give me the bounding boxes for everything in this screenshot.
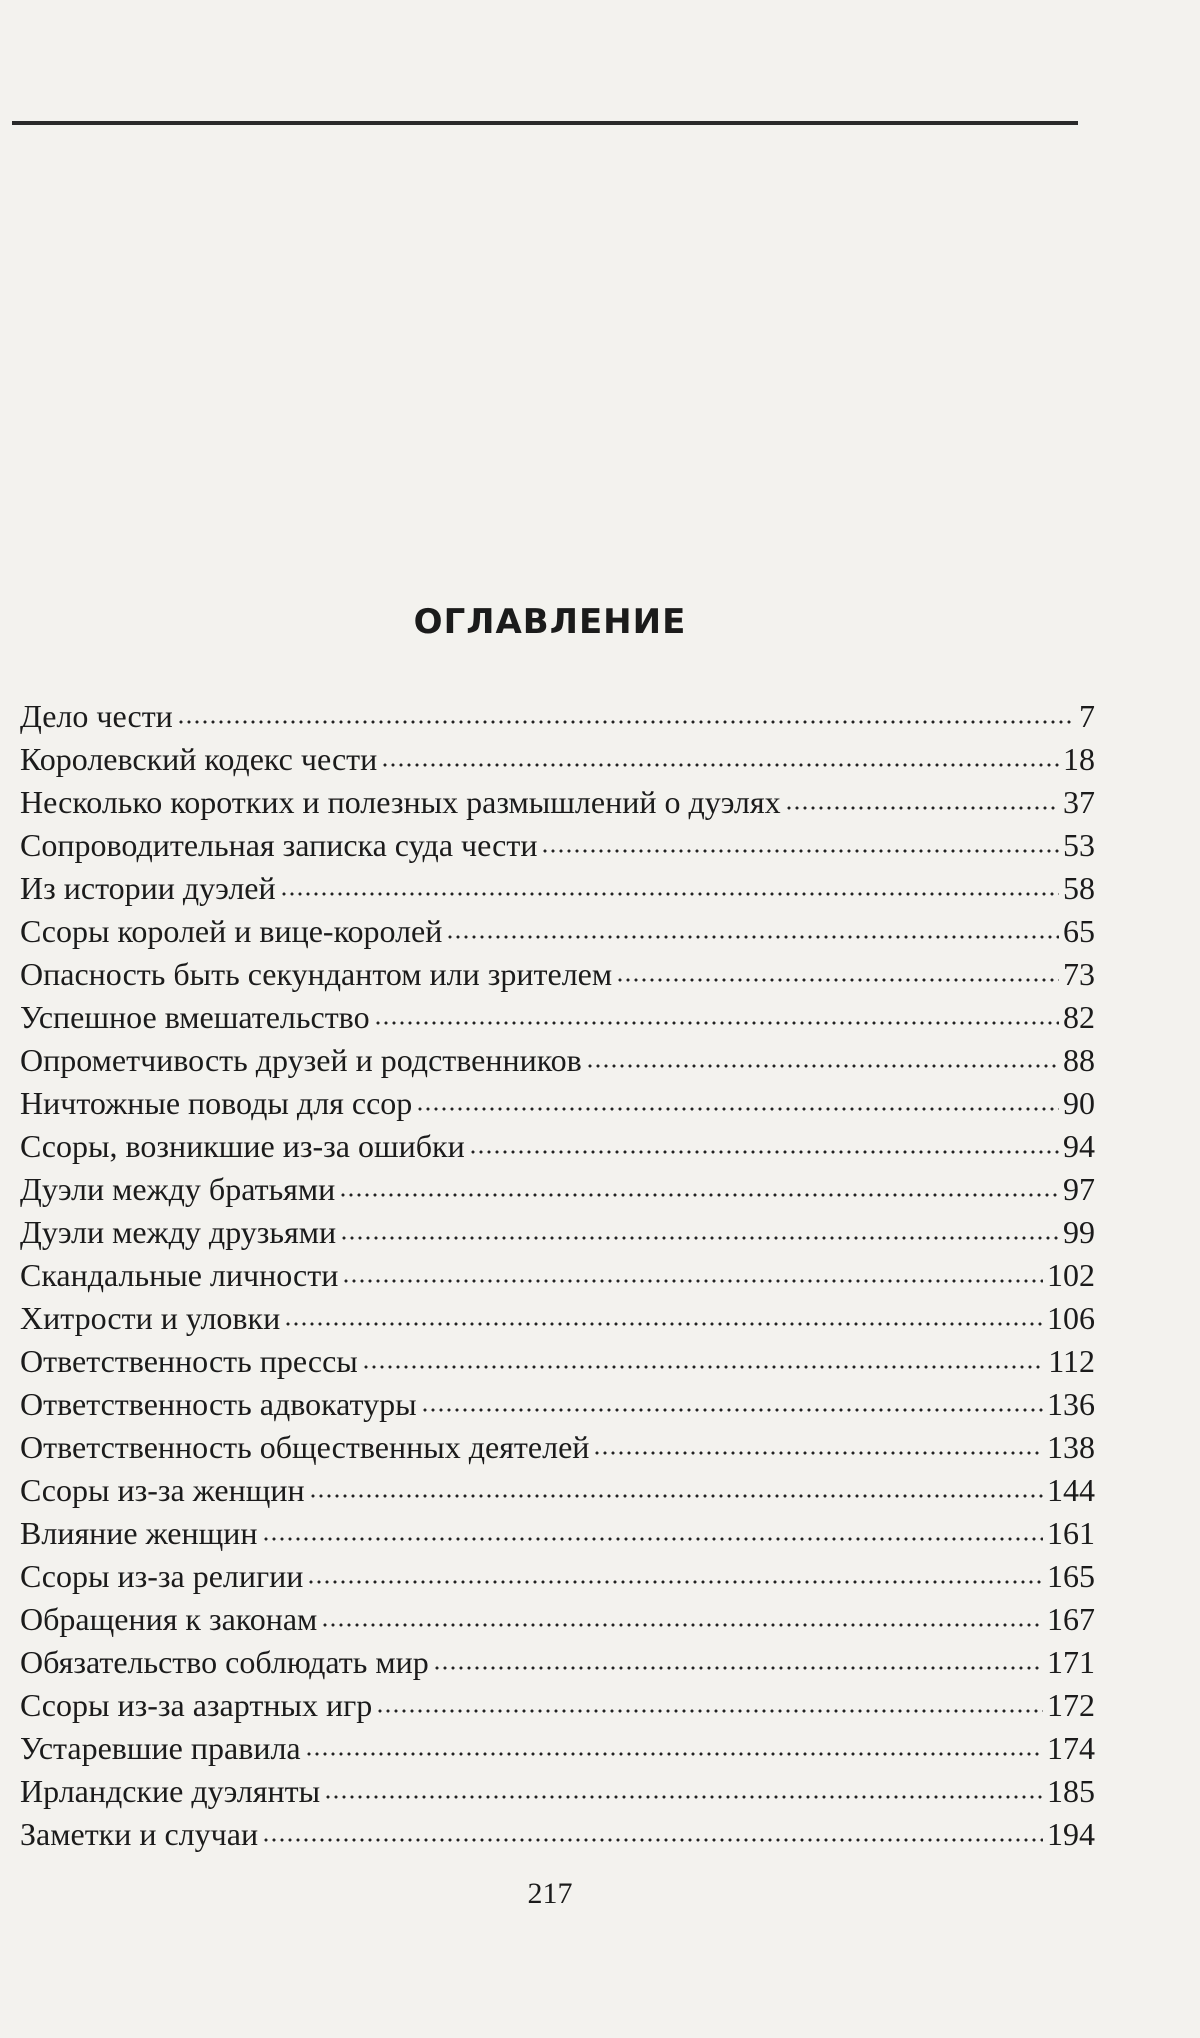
toc-entry	[20, 1469, 1095, 1512]
toc-entry	[20, 910, 1095, 953]
dot-leader	[785, 805, 1059, 811]
toc-entry	[20, 1039, 1095, 1082]
toc-entry	[20, 1125, 1095, 1168]
toc-entry-page: 174	[1047, 1730, 1095, 1766]
toc-entry	[20, 1426, 1095, 1469]
toc-entry-page: 106	[1047, 1300, 1095, 1336]
toc-entry-page: 171	[1047, 1644, 1095, 1680]
toc-entry	[20, 695, 1095, 738]
dot-leader	[446, 934, 1059, 940]
dot-leader	[362, 1364, 1044, 1370]
toc-entry-page: 37	[1063, 784, 1095, 820]
toc-entry-page: 136	[1047, 1386, 1095, 1422]
toc-entry	[20, 1340, 1095, 1383]
dot-leader	[177, 719, 1075, 725]
toc-entry	[20, 867, 1095, 910]
toc-entry-page: 94	[1063, 1128, 1095, 1164]
toc-entry-title: Ответственность прессы	[20, 1343, 358, 1379]
toc-entry	[20, 1813, 1095, 1856]
dot-leader	[586, 1063, 1059, 1069]
toc-entry-title: Королевский кодекс чести	[20, 741, 378, 777]
dot-leader	[340, 1235, 1059, 1241]
dot-leader	[342, 1278, 1043, 1284]
toc-entry	[20, 1555, 1095, 1598]
toc-entry-title: Дуэли между братьями	[20, 1171, 336, 1207]
toc-entry	[20, 1383, 1095, 1426]
toc-entry	[20, 1168, 1095, 1211]
toc-entry-page: 144	[1047, 1472, 1095, 1508]
toc-entry-page: 53	[1063, 827, 1095, 863]
dot-leader	[381, 762, 1059, 768]
dot-leader	[280, 891, 1059, 897]
toc-entry-page: 65	[1063, 913, 1095, 949]
toc-entry-title: Устаревшие правила	[20, 1730, 301, 1766]
toc-entry-page: 102	[1047, 1257, 1095, 1293]
toc-entry-page: 58	[1063, 870, 1095, 906]
page-number: 217	[527, 1877, 573, 1910]
page-title: ОГЛАВЛЕНИЕ	[413, 602, 687, 642]
toc-entry-title: Хитрости и уловки	[20, 1300, 281, 1336]
toc-entry	[20, 996, 1095, 1039]
toc-entry	[20, 1641, 1095, 1684]
toc-entry	[20, 824, 1095, 867]
toc-entry-title: Опрометчивость друзей и родственников	[20, 1042, 582, 1078]
dot-leader	[262, 1837, 1043, 1843]
toc-entry-title: Из истории дуэлей	[20, 870, 276, 906]
dot-leader	[593, 1450, 1043, 1456]
toc-entry-title: Заметки и случаи	[20, 1816, 259, 1852]
toc-entry	[20, 1598, 1095, 1641]
toc-entry	[20, 738, 1095, 781]
dot-leader	[339, 1192, 1059, 1198]
dot-leader	[321, 1622, 1043, 1628]
dot-leader	[421, 1407, 1043, 1413]
dot-leader	[433, 1665, 1043, 1671]
dot-leader	[416, 1106, 1059, 1112]
toc-entry-title: Ссоры из-за женщин	[20, 1472, 305, 1508]
toc-entry	[20, 1211, 1095, 1254]
toc-entry-title: Дело чести	[20, 698, 173, 734]
dot-leader	[376, 1708, 1043, 1714]
toc-entry-page: 138	[1047, 1429, 1095, 1465]
toc-entry-title: Ссоры из-за религии	[20, 1558, 304, 1594]
dot-leader	[374, 1020, 1059, 1026]
dot-leader	[324, 1794, 1043, 1800]
toc-entry-title: Несколько коротких и полезных размышлений о дуэлях	[20, 784, 781, 820]
toc-entry-title: Сопроводительная записка суда чести	[20, 827, 538, 863]
toc-entry-title: Обращения к законам	[20, 1601, 318, 1637]
header-rule	[12, 121, 1078, 125]
table-of-contents	[20, 695, 1095, 1856]
toc-entry-page: 185	[1047, 1773, 1095, 1809]
toc-entry	[20, 1082, 1095, 1125]
toc-entry	[20, 1770, 1095, 1813]
toc-entry	[20, 1727, 1095, 1770]
toc-entry-title: Успешное вмешательство	[20, 999, 370, 1035]
toc-entry	[20, 781, 1095, 824]
dot-leader	[469, 1149, 1059, 1155]
dot-leader	[541, 848, 1059, 854]
toc-entry-page: 18	[1063, 741, 1095, 777]
toc-entry-page: 97	[1063, 1171, 1095, 1207]
toc-entry-page: 99	[1063, 1214, 1095, 1250]
toc-entry	[20, 1684, 1095, 1727]
toc-entry-page: 88	[1063, 1042, 1095, 1078]
toc-entry-page: 82	[1063, 999, 1095, 1035]
toc-entry	[20, 1512, 1095, 1555]
dot-leader	[616, 977, 1059, 983]
toc-entry-title: Скандальные личности	[20, 1257, 339, 1293]
toc-entry-title: Ссоры королей и вице-королей	[20, 913, 443, 949]
toc-entry-title: Ответственность адвокатуры	[20, 1386, 417, 1422]
toc-entry	[20, 953, 1095, 996]
toc-entry-page: 112	[1048, 1343, 1095, 1379]
toc-entry-title: Опасность быть секундантом или зрителем	[20, 956, 613, 992]
toc-entry-page: 7	[1079, 698, 1095, 734]
toc-entry-title: Ссоры из-за азартных игр	[20, 1687, 373, 1723]
toc-entry-title: Ссоры, возникшие из-за ошибки	[20, 1128, 465, 1164]
toc-entry-page: 165	[1047, 1558, 1095, 1594]
toc-entry-page: 73	[1063, 956, 1095, 992]
toc-entry-title: Обязательство соблюдать мир	[20, 1644, 429, 1680]
dot-leader	[262, 1536, 1043, 1542]
toc-entry-page: 167	[1047, 1601, 1095, 1637]
toc-entry-title: Ничтожные поводы для ссор	[20, 1085, 413, 1121]
toc-entry-page: 90	[1063, 1085, 1095, 1121]
toc-entry	[20, 1297, 1095, 1340]
dot-leader	[309, 1493, 1043, 1499]
toc-entry-title: Дуэли между друзьями	[20, 1214, 337, 1250]
toc-entry-title: Ирландские дуэлянты	[20, 1773, 321, 1809]
toc-entry-page: 161	[1047, 1515, 1095, 1551]
dot-leader	[307, 1579, 1043, 1585]
toc-entry-page: 194	[1047, 1816, 1095, 1852]
toc-entry-title: Влияние женщин	[20, 1515, 258, 1551]
dot-leader	[305, 1751, 1043, 1757]
dot-leader	[284, 1321, 1043, 1327]
toc-entry-page: 172	[1047, 1687, 1095, 1723]
toc-entry-title: Ответственность общественных деятелей	[20, 1429, 590, 1465]
toc-entry	[20, 1254, 1095, 1297]
